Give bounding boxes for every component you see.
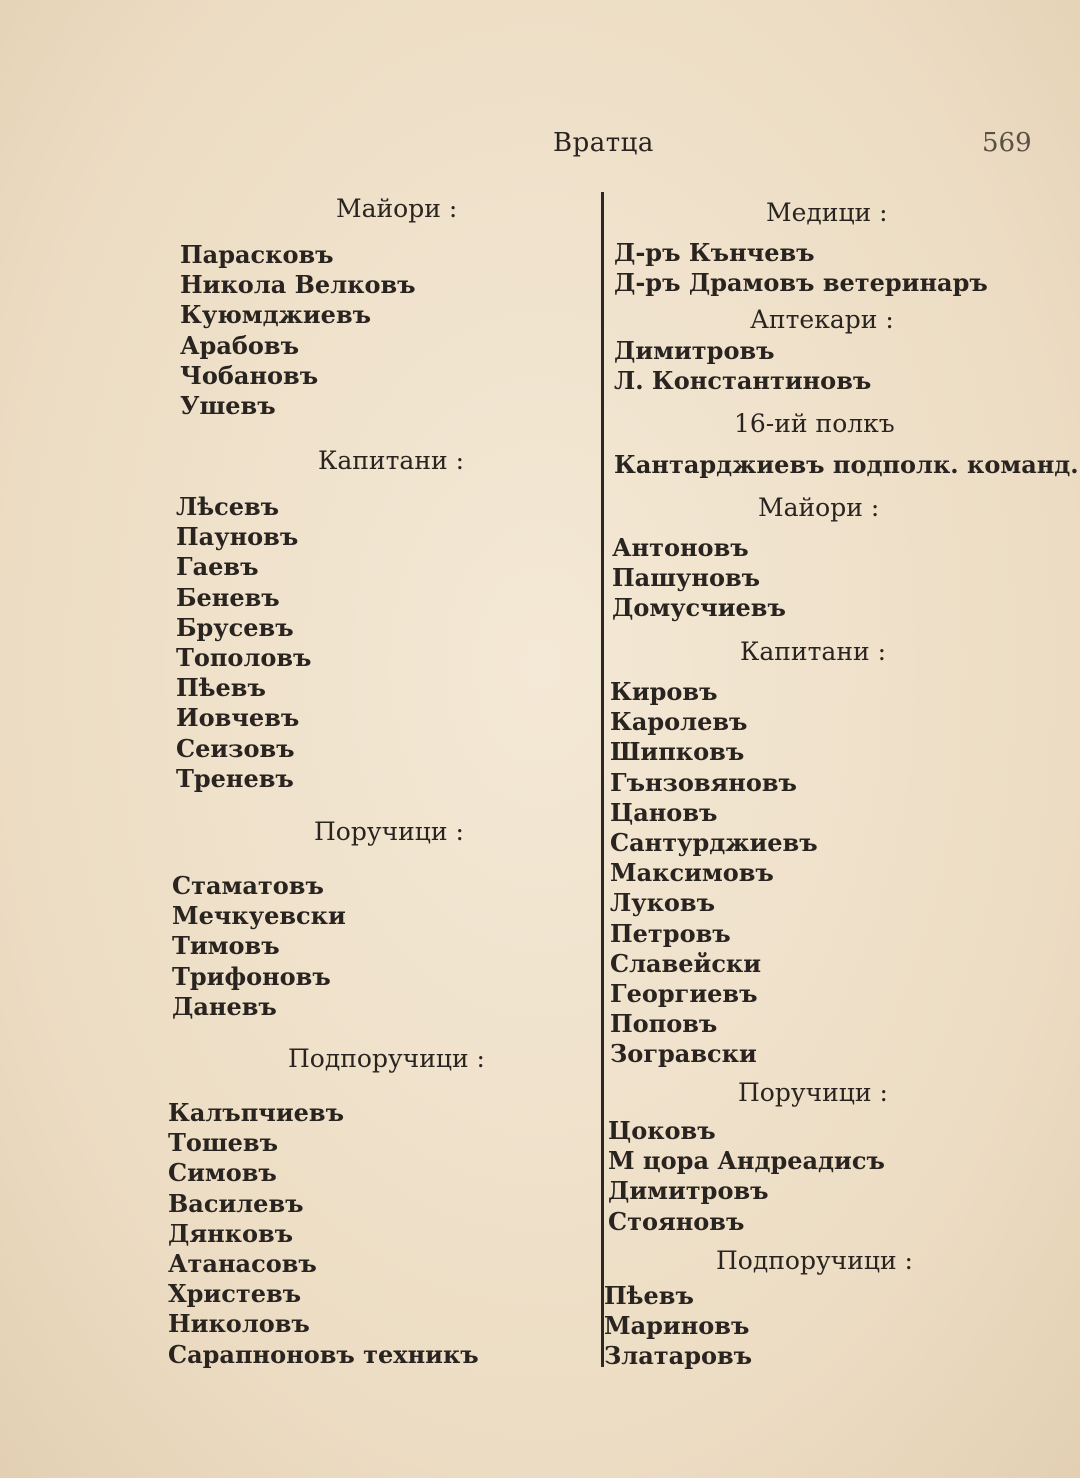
officer-name: Д-ръ Кънчевъ: [614, 238, 815, 267]
officer-name: Чобановъ: [180, 360, 319, 390]
section-heading: Подпоручици :: [716, 1246, 913, 1275]
officer-name: Пашуновъ: [612, 563, 761, 593]
officer-name: Гънзовяновъ: [610, 767, 797, 797]
section-heading: Поручици :: [314, 817, 464, 846]
officer-name: Арабовъ: [180, 330, 299, 360]
officer-name: Л. Константиновъ: [614, 366, 872, 396]
officer-name: Д-ръ Драмовъ ветеринаръ: [614, 268, 988, 298]
officer-name: Трифоновъ: [172, 961, 331, 991]
officer-name: Николовъ: [168, 1309, 310, 1339]
officer-name: Славейски: [610, 948, 762, 978]
officer-name: М цора Андреадисъ: [608, 1146, 885, 1176]
officer-name: Зогравски: [610, 1039, 757, 1069]
officer-name: Сантурджиевъ: [610, 828, 818, 857]
officer-name: Мечкуевски: [172, 901, 346, 931]
officer-name: Беневъ: [176, 582, 280, 612]
section-heading: Подпоручици :: [288, 1044, 485, 1073]
officer-name: Никола Велковъ: [180, 270, 416, 300]
officer-name: Максимовъ: [610, 858, 774, 888]
officer-name: Цановъ: [610, 797, 718, 827]
officer-name: Петровъ: [610, 918, 731, 948]
section-heading: 16-ий полкъ: [734, 409, 895, 438]
officer-name: Сеизовъ: [176, 733, 295, 763]
officer-name: Парасковъ: [180, 240, 334, 269]
officer-name: Пѣевъ: [604, 1281, 694, 1310]
officer-name: Калъпчиевъ: [168, 1098, 345, 1127]
officer-name: Брусевъ: [176, 612, 294, 642]
officer-name: Луковъ: [610, 888, 716, 918]
section-heading: Капитани :: [740, 637, 887, 666]
officer-name: Куюмджиевъ: [180, 300, 372, 330]
officer-name: Тошевъ: [168, 1128, 279, 1158]
officer-name: Златаровъ: [604, 1341, 753, 1371]
officer-name: Иовчевъ: [176, 703, 300, 733]
officer-name: Кировъ: [610, 677, 718, 706]
officer-name: Треневъ: [176, 763, 294, 793]
officer-name: Кантарджиевъ подполк. команд.: [614, 450, 1079, 479]
officer-name: Симовъ: [168, 1158, 277, 1188]
officer-name: Антоновъ: [612, 533, 749, 562]
officer-name: Стояновъ: [608, 1206, 745, 1236]
column-divider: [601, 192, 604, 1367]
section-heading: Поручици :: [738, 1078, 888, 1107]
officer-name: Гаевъ: [176, 552, 259, 582]
section-heading: Майори :: [758, 493, 880, 522]
officer-name: Атанасовъ: [168, 1249, 317, 1278]
officer-name: Тимовъ: [172, 931, 280, 961]
officer-name: Цоковъ: [608, 1116, 716, 1145]
section-heading: Медици :: [766, 198, 888, 227]
officer-name: Георгиевъ: [610, 979, 758, 1008]
officer-name: Тополовъ: [176, 643, 312, 672]
section-heading: Майори :: [336, 194, 458, 223]
officer-name: Василевъ: [168, 1188, 304, 1218]
officer-name: Димитровъ: [614, 336, 775, 365]
officer-name: Пауновъ: [176, 522, 299, 552]
section-heading: Аптекари :: [750, 305, 894, 334]
officer-name: Поповъ: [610, 1009, 718, 1039]
officer-name: Сарапноновъ техникъ: [168, 1339, 479, 1369]
officer-name: Дянковъ: [168, 1218, 294, 1248]
officer-name: Мариновъ: [604, 1311, 750, 1341]
officer-name: Лѣсевъ: [176, 492, 280, 521]
officer-name: Даневъ: [172, 991, 277, 1021]
officer-name: Шипковъ: [610, 737, 745, 767]
officer-name: Димитровъ: [608, 1176, 769, 1206]
officer-name: Домусчиевъ: [612, 593, 786, 623]
section-heading: Капитани :: [318, 446, 465, 475]
officer-name: Каролевъ: [610, 707, 748, 737]
running-head: Вратца: [553, 128, 654, 158]
officer-name: Ушевъ: [180, 391, 276, 420]
page-number: 569: [982, 128, 1032, 158]
officer-name: Христевъ: [168, 1279, 302, 1309]
officer-name: Стаматовъ: [172, 871, 324, 900]
officer-name: Пѣевъ: [176, 673, 266, 703]
